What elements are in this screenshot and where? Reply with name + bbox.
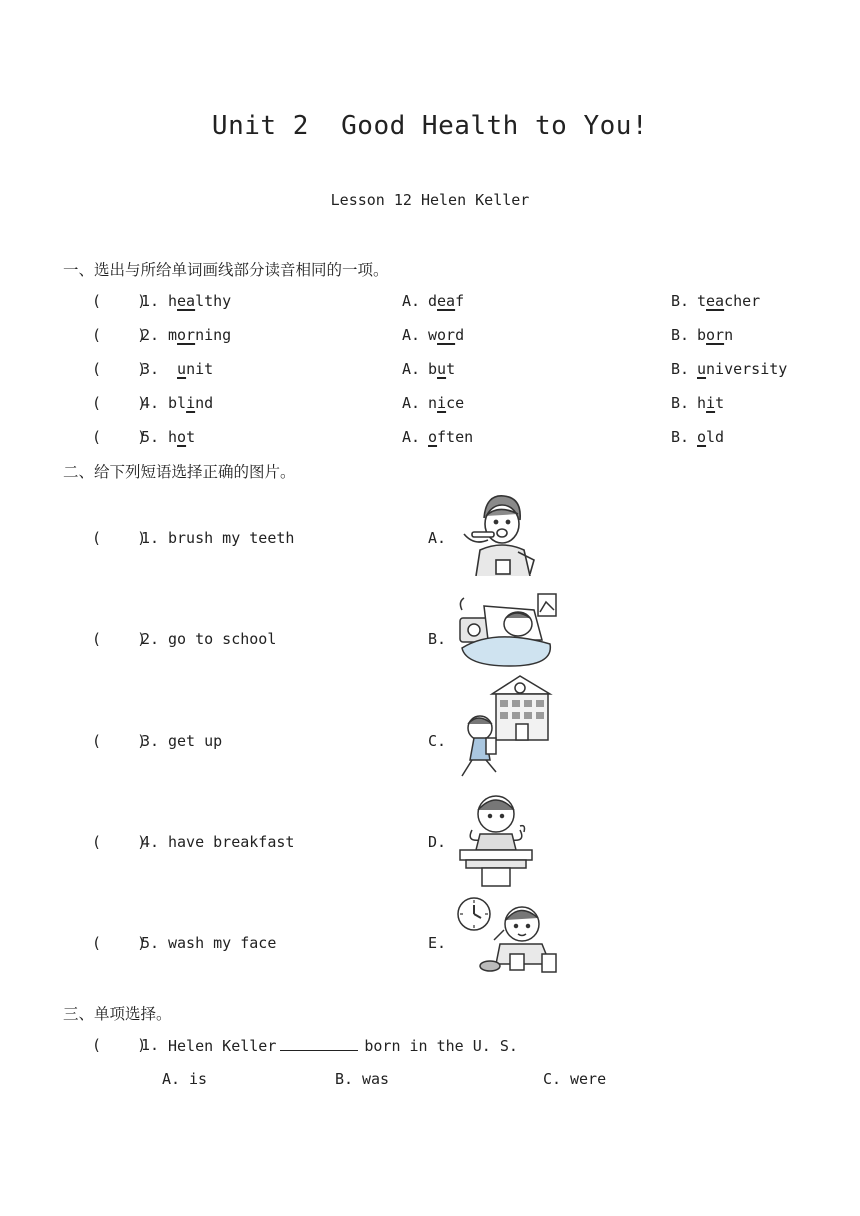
question-number: 4. <box>141 394 160 412</box>
word-part: nd <box>195 394 214 412</box>
word-part: t <box>697 292 707 310</box>
lesson-subtitle: Lesson 12 Helen Keller <box>330 191 530 209</box>
question-number: 5. <box>141 428 160 446</box>
answer-blank-paren[interactable]: ( ) <box>92 1036 147 1054</box>
word-part: t <box>715 394 725 412</box>
given-word <box>168 326 231 344</box>
choice-text: were <box>570 1070 607 1088</box>
word-part: h <box>697 394 707 412</box>
option-b-word <box>697 394 724 412</box>
word-part: t <box>186 428 196 446</box>
answer-blank-paren[interactable]: ( ) <box>92 360 147 378</box>
given-word <box>168 360 213 378</box>
boy-washing-face-picture <box>456 790 536 888</box>
word-part: bl <box>168 394 187 412</box>
word-part: b <box>428 360 438 378</box>
question-number: 2. <box>141 326 160 344</box>
choice-label: C. <box>543 1070 562 1088</box>
answer-blank-paren[interactable]: ( ) <box>92 292 147 310</box>
phrase-text: brush my teeth <box>168 529 295 547</box>
underlined-letters: or <box>706 326 725 344</box>
underlined-letters: or <box>437 326 456 344</box>
picture-option-label: B. <box>428 630 447 648</box>
option-b-word <box>697 326 733 344</box>
fill-in-blank[interactable] <box>280 1036 358 1051</box>
answer-blank-paren[interactable]: ( ) <box>92 630 147 648</box>
option-a-word <box>428 360 455 378</box>
stem-before: Helen Keller <box>168 1037 277 1055</box>
word-part: ning <box>195 326 232 344</box>
underlined-letters: ea <box>177 292 196 310</box>
choice-label: B. <box>335 1070 354 1088</box>
answer-blank-paren[interactable]: ( ) <box>92 732 147 750</box>
picture-option-label: A. <box>428 529 447 547</box>
question-number: 1. <box>141 529 160 547</box>
underlined-letters: i <box>706 394 716 412</box>
given-word <box>168 292 231 310</box>
option-b-label: B. <box>671 326 690 344</box>
option-b-label: B. <box>671 394 690 412</box>
picture-option-label: D. <box>428 833 447 851</box>
word-part: lthy <box>195 292 232 310</box>
choice-label: A. <box>162 1070 181 1088</box>
question-stem <box>168 1036 518 1055</box>
option-b-label: B. <box>671 292 690 310</box>
underlined-letters: u <box>697 360 707 378</box>
question-number: 1. <box>141 292 160 310</box>
word-part: t <box>446 360 456 378</box>
page-title: Unit 2 Good Health to You! <box>211 111 649 141</box>
phrase-text: go to school <box>168 630 277 648</box>
underlined-letters: or <box>177 326 196 344</box>
word-part <box>168 360 177 378</box>
answer-blank-paren[interactable]: ( ) <box>92 833 147 851</box>
underlined-letters: o <box>177 428 187 446</box>
word-part: ld <box>706 428 725 446</box>
question-number: 5. <box>141 934 160 952</box>
option-a-label: A. <box>402 326 421 344</box>
phrase-text: wash my face <box>168 934 277 952</box>
stem-after: born in the U. S. <box>364 1037 518 1055</box>
word-part: f <box>455 292 465 310</box>
boy-eating-breakfast-picture <box>456 894 560 982</box>
question-number: 3. <box>141 360 160 378</box>
given-word <box>168 428 195 446</box>
underlined-letters: ea <box>437 292 456 310</box>
option-a-word <box>428 394 464 412</box>
boy-running-to-school-picture <box>456 672 554 782</box>
word-part: niversity <box>706 360 788 378</box>
option-b-label: B. <box>671 360 690 378</box>
option-a-word <box>428 292 464 310</box>
underlined-letters: u <box>177 360 187 378</box>
option-a-word <box>428 326 464 344</box>
boy-sleeping-in-bed-picture <box>454 588 560 668</box>
question-number: 4. <box>141 833 160 851</box>
picture-option-label: E. <box>428 934 447 952</box>
word-part: h <box>168 428 178 446</box>
section2-heading: 二、给下列短语选择正确的图片。 <box>63 463 296 481</box>
option-b-word <box>697 428 724 446</box>
underlined-letters: o <box>697 428 707 446</box>
word-part: cher <box>724 292 761 310</box>
option-a-word <box>428 428 473 446</box>
phrase-text: have breakfast <box>168 833 295 851</box>
answer-blank-paren[interactable]: ( ) <box>92 428 147 446</box>
boy-brushing-teeth-picture <box>458 490 542 576</box>
question-number: 2. <box>141 630 160 648</box>
answer-blank-paren[interactable]: ( ) <box>92 529 147 547</box>
word-part: n <box>428 394 438 412</box>
word-part: n <box>724 326 734 344</box>
question-number: 1. <box>141 1036 160 1054</box>
word-part: d <box>428 292 438 310</box>
word-part: h <box>168 292 178 310</box>
option-a-label: A. <box>402 394 421 412</box>
option-b-word <box>697 292 760 310</box>
given-word <box>168 394 213 412</box>
section3-heading: 三、单项选择。 <box>63 1005 172 1023</box>
answer-blank-paren[interactable]: ( ) <box>92 934 147 952</box>
option-a-label: A. <box>402 360 421 378</box>
answer-blank-paren[interactable]: ( ) <box>92 326 147 344</box>
answer-blank-paren[interactable]: ( ) <box>92 394 147 412</box>
underlined-letters: o <box>428 428 438 446</box>
underlined-letters: ea <box>706 292 725 310</box>
choice-text: is <box>189 1070 208 1088</box>
option-b-label: B. <box>671 428 690 446</box>
choice-text: was <box>362 1070 390 1088</box>
phrase-text: get up <box>168 732 223 750</box>
underlined-letters: i <box>186 394 196 412</box>
word-part: ce <box>446 394 465 412</box>
section1-heading: 一、选出与所给单词画线部分读音相同的一项。 <box>63 261 389 279</box>
option-b-word <box>697 360 787 378</box>
word-part: ften <box>437 428 474 446</box>
underlined-letters: i <box>437 394 447 412</box>
option-a-label: A. <box>402 428 421 446</box>
question-number: 3. <box>141 732 160 750</box>
word-part: m <box>168 326 178 344</box>
picture-option-label: C. <box>428 732 447 750</box>
word-part: d <box>455 326 465 344</box>
word-part: nit <box>186 360 214 378</box>
underlined-letters: u <box>437 360 447 378</box>
word-part: w <box>428 326 438 344</box>
option-a-label: A. <box>402 292 421 310</box>
word-part: b <box>697 326 707 344</box>
